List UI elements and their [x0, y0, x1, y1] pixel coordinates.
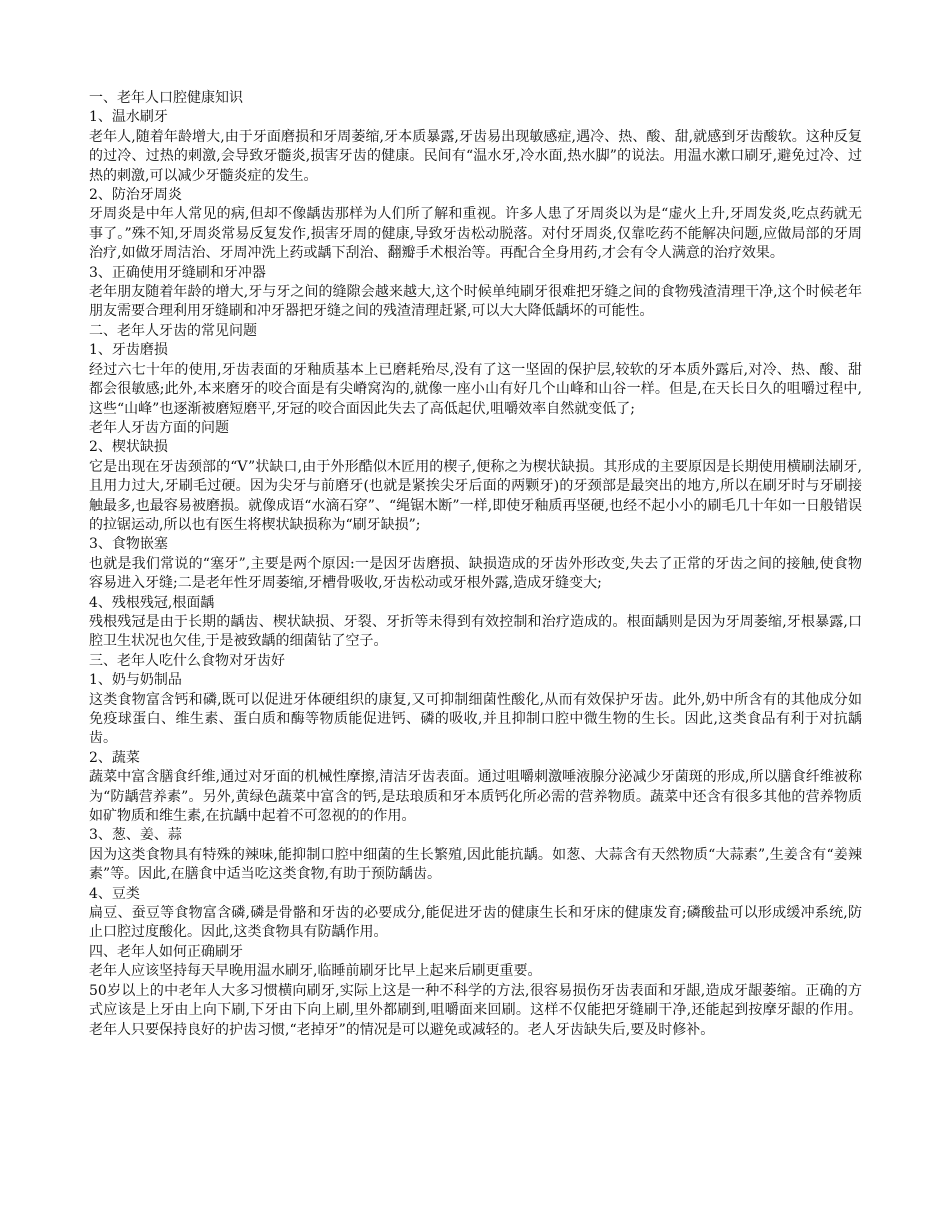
subheading-onion-ginger-garlic: 3、葱、姜、蒜	[89, 827, 182, 844]
paragraph-periodontitis: 牙周炎是中年人常见的病,但却不像龋齿那样为人们所了解和重视。许多人患了牙周炎以为是“虚火上升,牙周发炎,吃点药就无事了。”殊不知,牙周炎常易反复发作,损害牙周的健康,导致牙齿松动脱落。对付牙周炎,仅靠吃药不能解决问题,应做局部的牙周治疗,如做牙周洁治、牙周冲洗上药或龋下刮治、翻瓣手术根治等。再配合全身用药,才会有令人满意的治疗效果。	[89, 206, 862, 262]
subheading-residual-roots: 4、残根残冠,根面龋	[89, 594, 215, 611]
subheading-vegetables: 2、蔬菜	[89, 749, 140, 766]
paragraph-onion-ginger-garlic: 因为这类食物具有特殊的辣味,能抑制口腔中细菌的生长繁殖,因此能抗龋。如葱、大蒜含有天然物质“大蒜素”,生姜含有“姜辣素”等。因此,在膳食中适当吃这类食物,有助于预防龋齿。	[89, 846, 862, 883]
subheading-periodontitis: 2、防治牙周炎	[89, 187, 182, 204]
subheading-interdental-tools: 3、正确使用牙缝刷和牙冲器	[89, 264, 266, 281]
paragraph-tooth-wear: 经过六七十年的使用,牙齿表面的牙釉质基本上已磨耗殆尽,没有了这一坚固的保护层,较软的牙本质外露后,对冷、热、酸、甜都会很敏感;此外,本来磨牙的咬合面是有尖嵴窝沟的,就像一座小山有好几个山峰和山谷一样。但是,在天长日久的咀嚼过程中,这些“山峰”也逐渐被磨短磨平,牙冠的咬合面因此失去了高低起伏,咀嚼效率自然就变低了;	[89, 361, 862, 417]
paragraph-interdental-tools: 老年朋友随着年龄的增大,牙与牙之间的缝隙会越来越大,这个时候单纯刷牙很难把牙缝之间的食物残渣清理干净,这个时候老年朋友需要合理利用牙缝刷和冲牙器把牙缝之间的残渣清理赶紧,可以大大降低龋坏的可能性。	[89, 284, 862, 320]
subheading-tooth-problems: 老年人牙齿方面的问题	[89, 419, 229, 436]
subheading-beans: 4、豆类	[89, 885, 140, 902]
paragraph-food-impaction: 也就是我们常说的“塞牙”,主要是两个原因:一是因牙齿磨损、缺损造成的牙齿外形改变,失去了正常的牙齿之间的接触,使食物容易进入牙缝;二是老年性牙周萎缩,牙槽骨吸收,牙齿松动或牙根外露,造成牙缝变大;	[89, 555, 862, 592]
section-heading-common-problems: 二、老年人牙齿的常见问题	[89, 322, 257, 339]
subheading-wedge-defect: 2、楔状缺损	[89, 439, 168, 456]
paragraph-residual-roots: 残根残冠是由于长期的龋齿、楔状缺损、牙裂、牙折等未得到有效控制和治疗造成的。根面龋则是因为牙周萎缩,牙根暴露,口腔卫生状况也欠佳,于是被致龋的细菌钻了空子。	[89, 613, 862, 650]
subheading-dairy: 1、奶与奶制品	[89, 672, 182, 689]
paragraph-brushing-habit: 老年人应该坚持每天早晚用温水刷牙,临睡前刷牙比早上起来后刷更重要。	[89, 963, 542, 980]
paragraph-warm-water-brushing: 老年人,随着年龄增大,由于牙面磨损和牙周萎缩,牙本质暴露,牙齿易出现敏感症,遇冷、热、酸、甜,就感到牙齿酸软。这种反复的过冷、过热的刺激,会导致牙髓炎,损害牙齿的健康。民间有“温水牙,冷水面,热水脚”的说法。用温水漱口刷牙,避免过冷、过热的刺激,可以减少牙髓炎症的发生。	[89, 128, 862, 184]
paragraph-beans: 扁豆、蚕豆等食物富含磷,磷是骨骼和牙齿的必要成分,能促进牙齿的健康生长和牙床的健康发育;磷酸盐可以形成缓冲系统,防止口腔过度酸化。因此,这类食物具有防龋作用。	[89, 905, 862, 941]
paragraph-brushing-method: 50岁以上的中老年人大多习惯横向刷牙,实际上这是一种不科学的方法,很容易损伤牙齿表面和牙龈,造成牙龈萎缩。正确的方式应该是上牙由上向下刷,下牙由下向上刷,里外都刷到,咀嚼面来回刷。这样不仅能把牙缝刷干净,还能起到按摩牙龈的作用。老年人只要保持良好的护齿习惯,“老掉牙”的情况是可以避免或减轻的。老人牙齿缺失后,要及时修补。	[89, 982, 862, 1038]
subheading-warm-water-brushing: 1、温水刷牙	[89, 109, 168, 126]
document-body	[89, 89, 862, 1040]
paragraph-wedge-defect: 它是出现在牙齿颈部的“V”状缺口,由于外形酷似木匠用的楔子,便称之为楔状缺损。其形成的主要原因是长期使用横刷法刷牙,且用力过大,牙刷毛过硬。因为尖牙与前磨牙(也就是紧挨尖牙后面的两颗牙)的牙颈部是最突出的地方,所以在刷牙时与牙刷接触最多,也最容易被磨损。就像成语“水滴石穿”、“绳锯木断”一样,即使牙釉质再坚硬,也经不起小小的刷毛几十年如一日般错误的拉锯运动,所以也有医生将楔状缺损称为“刷牙缺损”;	[89, 458, 862, 533]
section-heading-good-foods: 三、老年人吃什么食物对牙齿好	[89, 652, 285, 669]
subheading-tooth-wear: 1、牙齿磨损	[89, 342, 168, 359]
paragraph-vegetables: 蔬菜中富含膳食纤维,通过对牙面的机械性摩擦,清洁牙齿表面。通过咀嚼刺激唾液腺分泌减少牙菌斑的形成,所以膳食纤维被称为“防龋营养素”。另外,黄绿色蔬菜中富含的钙,是珐琅质和牙本质钙化所必需的营养物质。蔬菜中还含有很多其他的营养物质如矿物质和维生素,在抗龋中起着不可忽视的的作用。	[89, 769, 862, 825]
subheading-food-impaction: 3、食物嵌塞	[89, 536, 168, 553]
paragraph-dairy: 这类食物富含钙和磷,既可以促进牙体硬组织的康复,又可抑制细菌性酸化,从而有效保护牙齿。此外,奶中所含有的其他成分如免疫球蛋白、维生素、蛋白质和酶等物质能促进钙、磷的吸收,并且抑制口腔中微生物的生长。因此,这类食品有利于对抗龋齿。	[89, 691, 862, 747]
section-heading-oral-health: 一、老年人口腔健康知识	[89, 90, 243, 106]
section-heading-brushing: 四、老年人如何正确刷牙	[89, 943, 243, 960]
